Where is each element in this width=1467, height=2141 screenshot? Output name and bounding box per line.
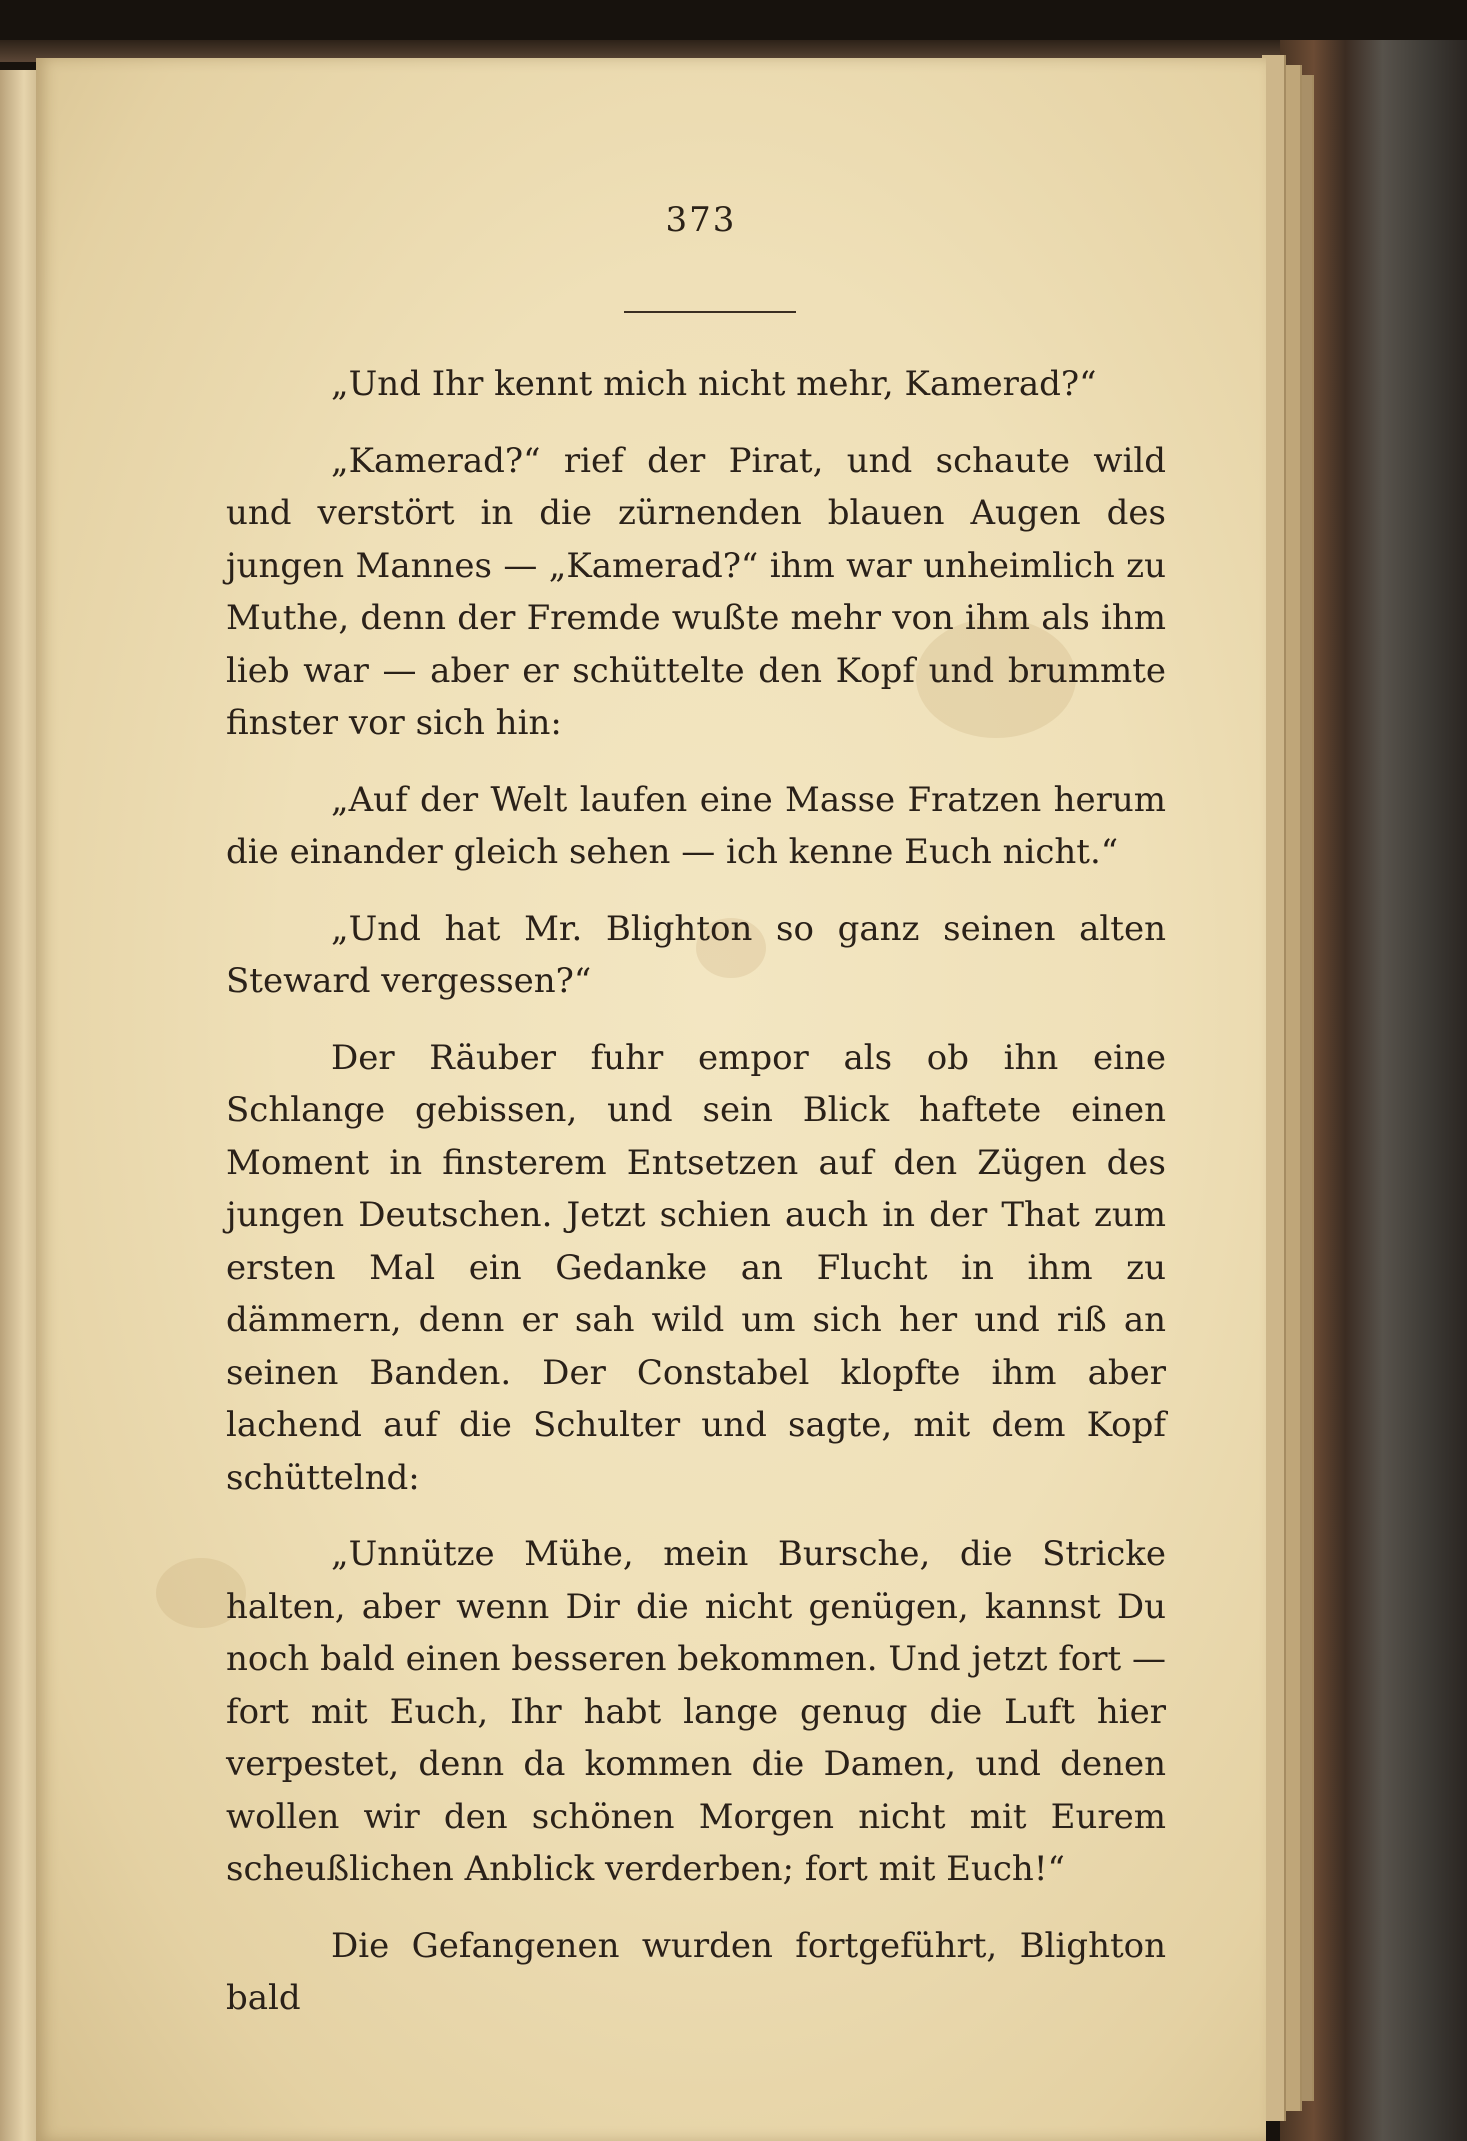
paragraph: Die Gefangenen wurden fortgeführt, Blighton bald: [226, 1925, 1166, 2018]
paragraph: Der Räuber fuhr empor als ob ihn eine Schlange gebissen, und sein Blick haftete einen Moment in finsterem Entsetzen auf den Zügen des jungen Deutschen. Jetzt schien auch in der That zum ersten Mal ein Gedanke an Flucht in ihm zu dämmern, denn er sah wild um sich her und riß an seinen Banden. Der Constabel klopfte ihm aber lachend auf die Schulter und sagte, mit dem Kopf schüttelnd:: [226, 1037, 1166, 1498]
body-text: [226, 358, 1166, 2049]
paragraph: „Auf der Welt laufen eine Masse Fratzen herum die einander gleich sehen — ich kenne Euch nicht.“: [226, 779, 1166, 872]
previous-page-edge: [0, 70, 40, 2141]
page-number-rule: [624, 311, 796, 313]
book-page: [36, 58, 1266, 2141]
page-edge: [1302, 75, 1314, 2101]
page-number: 373: [665, 200, 737, 240]
paragraph: „Und hat Mr. Blighton so ganz seinen alten Steward vergessen?“: [226, 908, 1166, 1001]
page-edge: [1286, 65, 1302, 2111]
paragraph: „Und Ihr kennt mich nicht mehr, Kamerad?“: [331, 364, 1097, 404]
paragraph: „Kamerad?“ rief der Pirat, und schaute wild und verstört in die zürnenden blauen Augen des jungen Mannes — „Kamerad?“ ihm war unheimlich zu Muthe, denn der Fremde wußte mehr von ihm als ihm lieb war — aber er schüttelte den Kopf und brummte finster vor sich hin:: [226, 440, 1166, 743]
paragraph: „Unnütze Mühe, mein Bursche, die Stricke halten, aber wenn Dir die nicht genügen, kannst Du noch bald einen besseren bekommen. Und jetzt fort — fort mit Euch, Ihr habt lange genug die Luft hier verpestet, denn da kommen die Damen, und denen wollen wir den schönen Morgen nicht mit Eurem scheußlichen Anblick verderben; fort mit Euch!“: [226, 1534, 1166, 1889]
